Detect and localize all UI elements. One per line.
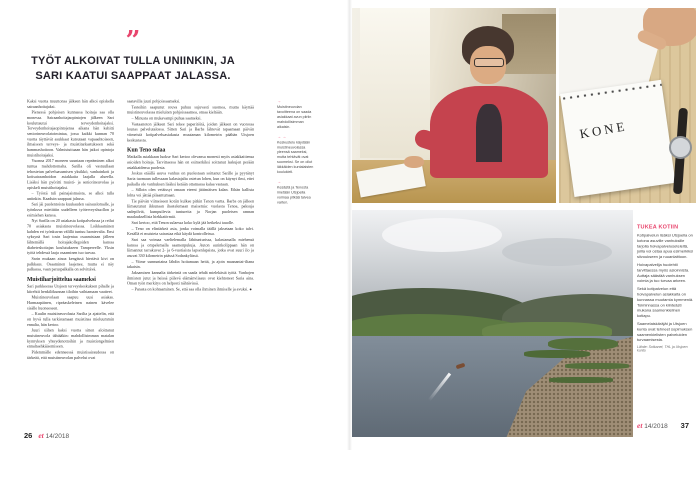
- arrow-icon: →: [277, 179, 281, 185]
- fact-box-line: Sekä kotipalvelun että hoivapalvelun asiakkaita on kunnassa muutamia kymmeniä. Toiminnassa on kiinteästi mukana saamenkielinen kotiapu.: [637, 286, 694, 319]
- body-paragraph: – Viime sunnuntaina lähdin hoitamaan heitä, ja ajoin maanantai-iltana takaisin.: [127, 259, 254, 270]
- fact-box-line: Hoivapalvelija huolehtii tarvittaessa myös asioinnista. Auttaja säästää vanhuksen voimia ja tuo turvaa arkeen.: [637, 262, 690, 284]
- body-paragraph: – Parasta on kohtaaminen. Se, että saa olla ihminen ihmiselle ja avuksi. ●: [131, 287, 252, 292]
- fact-box-line: Kotipalvelun lisäksi Utsjoella on kotona asuville vanhuksille tarjolla hoivapalveluseteleitä, joilla voi ostaa apua esimerkiksi siivoukseen ja ruuanlaittoon.: [637, 233, 694, 260]
- body-paragraph: – Minusta on mukavampi puhua saameksi.: [131, 115, 202, 121]
- caption-text: Keskustelu käydään muistineuvolassa yleensä saameksi, mutta tehtävät ovat suomeksi. Se on ollut iäkkäiden kuntalaisten koulukieli.: [277, 139, 314, 175]
- photo-captions: [277, 99, 315, 205]
- photo-caption: [277, 99, 315, 129]
- fact-box-title: TUKEA KOTIIN: [637, 224, 679, 230]
- dark-shirt: [476, 104, 502, 162]
- caption-text: Muistineuvolan tavoitteena on saada asiakkaat avun piiriin mahdollisimman aikaisin.: [277, 104, 312, 129]
- spiral-notepad: [560, 80, 675, 197]
- body-paragraph: Juuri siihen kaksi vuotta sitten aloittanut muistineuvola tähtääkin: mahdollisimman matalan kynnyksen yhteydenottoihin ja muistiongelmien ennaltaehkäisemiseen.: [27, 328, 114, 349]
- body-paragraph: Testeihin saapunut rouva puhuu sujuvasti suomea, mutta käyttää muistineuvolassa mieluiten pohjoissaamea, omaa kieltään.: [127, 104, 254, 115]
- body-column-1-text: [27, 99, 114, 361]
- photo-woman-at-desk: [352, 8, 556, 203]
- watch-face: [669, 136, 692, 159]
- body-paragraph: – Työstä tuli painajaismaista, se alkoi tulla uniinkin. Kaaduin saappaat jalassa.: [27, 191, 114, 201]
- cloud: [502, 238, 612, 266]
- page-number-left: 26: [24, 431, 33, 440]
- photo-notebook-kone: [559, 8, 696, 203]
- body-paragraph: – Teno on elintärkeä asia, jonka voimalla täällä jaksetaan koko talvi. Kesällä ei muisteta sairastaa eikä käydä kontrolleissa.: [127, 226, 254, 237]
- body-column-2: [127, 99, 254, 435]
- body-paragraph: Sari parkkeeraa Utsjoen terveyskeskuksen pihalle ja kiirehtii henkilökunnan tiloihin vaihtamaan vaatteet.: [27, 284, 114, 294]
- fact-box-tukea-kotiin: [637, 224, 694, 488]
- arrow-icon: → →: [277, 134, 287, 139]
- fact-box-line: Saamelaiskäräjät ja Utsjoen kunta ovat tehneet sopimuksen saamenkielisten palveluiden turvaamisesta.: [637, 321, 693, 343]
- body-paragraph: Pienessä pohjoisen kunnassa hoitaja saa olla monessa. Sairaanhoitajaopintojen jälkeen Sari kouluttautui terveydenhoitajaksi. Terveydenhoitajaopintojensa aikana hän kehitti seniorineuvolatoimintaa, jossa kaikki kunnan 70 vuotta täyttävät asukkaat kutsutaan vapaaehtoiseen, ilmaiseen terveys- ja muistitarkastukseen sekä hammashoitoon. Valmistuttuaan hän jatkoi opintoja muistihoitajaksi.: [27, 110, 114, 158]
- notepad-word: KONE: [578, 118, 629, 142]
- quote-icon: ”: [125, 26, 141, 56]
- body-paragraph: Sarin mukaan ainoa kengässä hiertävä kivi on palkkaus. Osaaminen laajenee, mutta ei näy palkassa, vaan peruspalkalla on selvittävä.: [27, 256, 114, 272]
- body-paragraph: Vastaanoton jälkeen Sari tekee paperitöitä, joiden jälkeen on vuorossa lounas palvelutalossa. Sitten Sari ja Barbs lähtevät tapaamaan päivän viimeistä kotipalveluasiakasta muutaman kilometrin päähän Utsjoen keskustasta.: [127, 121, 254, 143]
- headline: TYÖT ALKOIVAT TULLA UNIINKIN, JA SARI KAATUI SAAPPAAT JALASSA.: [31, 55, 235, 82]
- magazine-logo-left: et 14/2018: [38, 431, 70, 440]
- issue-right: 14/2018: [644, 423, 668, 430]
- woman-hand: [404, 156, 424, 168]
- headline-block: [30, 26, 236, 83]
- footer-right: [637, 421, 689, 430]
- fact-box-body: [637, 233, 694, 343]
- arrow-icon: →: [277, 99, 281, 104]
- body-column-2-text: [127, 99, 254, 292]
- photo-caption: [277, 180, 315, 205]
- body-paragraph: Tie päivän viimeiseen kotiin kulkee pitkin Tenon vartta. Barbs on jälleen liimautunut ikkunaan ihastelemaan maisemia: vuolasta Tenoa, paksuja sadepilviä, kumpuilevia tuntureita ja Norjan puoleisen rannan maalauksellisia hiekkatörmiä.: [127, 198, 254, 220]
- body-paragraph: Jaksamisen kannalta tärkeintä on saada tehdä mielekästä työtä. Vanhojen ihmisten jutut ja heissä piilevä elämänviisaus ovat kiehtoneet Saria aina. Oman työn merkitys on helposti nähtävissä.: [127, 270, 254, 286]
- body-paragraph: saatavilla juuri pohjoissaameksi.: [127, 99, 181, 104]
- caption-text: Kesästä ja Tenosta imetään Utsjoella voimaa pitkää talvea varten.: [277, 185, 311, 205]
- photo-teno-river: [352, 210, 633, 437]
- subheading: Muistiharjoittelua saameksi: [27, 276, 96, 283]
- body-paragraph: Nyt Sarilla on 20 asiakasta kotipalvelussa ja reilut 70 asiakasta muistineuvolassa. Loikkaaminen kahden eri työnkuvan välillä tuntuu luontevalta. Ensi syksynä Sari tosin laajentaa osaamistaan jälleen lähtemällä hoitajakollegoiden kanssa diabeteshoitajan koulutukseen Tampereelle. Yksin työtä tehdessä laaja osaaminen tuo turvaa.: [27, 218, 114, 256]
- body-paragraph: Pidemmälle edenneessä muistisairaudessa on tärkeää, että muistineuvolan palvelut ovat: [27, 349, 114, 360]
- body-paragraph: Sari kertoo, että Tenon sulaessa koko kylä jää hetkeksi tauolle.: [131, 220, 235, 226]
- body-paragraph: Sari saa voimaa vaeltelemalla lähitunturissa, kalastamalla miehensä kanssa ja ompelemalla saamenpukuja. Auton aurinkolippaan hän on liimannut tarrakuvat 2- ja 6-vuotiaista lapsenlapsista, jotka ovat suuri ilo ja asuvat 330 kilometrin päässä Sodankylässä.: [127, 237, 254, 259]
- magazine-logo-right: et 14/2018: [637, 421, 668, 430]
- photo-caption: [277, 134, 315, 174]
- body-paragraph: Kaksi vuotta muuttonsa jälkeen hän alkoi opiskella sairaanhoitajaksi.: [27, 99, 114, 109]
- body-paragraph: Sari jäi puolentoista kuukauden sairauslomalle, ja työnkuva mietittiin uudelleen työterveyshuollon ja esimiehen kanssa.: [27, 202, 114, 218]
- body-paragraph: Matkalla asiakkaan luokse Sari kertoo olevansa monesti myös asiakkaittensa asioiden hoitaja. Tarvittaessa hän on esimerkiksi soittanut laskujen perään asiakkaidensa puolesta.: [127, 154, 254, 170]
- body-column-1: [27, 99, 114, 435]
- photo-captions-column: [277, 99, 315, 321]
- body-paragraph: Vuonna 2017 moneen suuntaan repeäminen alkoi tuntua mahdottomalta. Sarilla oli vastuullaan tehostetun palveluasumisen yksikkö, vanhainkoti ja kotisairaanhoidon asiakkaita laajalla alueella. Lisäksi hän pyöritti muisti- ja seniorineuvolaa ja opiskeli muistihoitajaksi.: [27, 158, 114, 190]
- cloud: [382, 218, 502, 252]
- body-paragraph: – Silloin olen vetäissyt omaan eteeni jättimäisen kalan. Eihän kallista lohta voi jättää pilaantumaan.: [127, 187, 254, 198]
- body-paragraph: Muistineuvolaan saapuu uusi asiakas. Harmaapäinen, ripeäaskeleinen nainen kävelee sisälle huoneeseen.: [27, 295, 114, 311]
- fact-box-source: Lähde: Sotkanet, THL ja Utsjoen kunta: [637, 345, 688, 353]
- footer-left: [24, 431, 69, 440]
- body-paragraph: – Kuulin muistineuvolasta Sarilta ja ajattelin, että on hyvä tulla tarkistamaan muistinsa mieluummin ennalta, hän kertoo.: [27, 311, 114, 327]
- subheading: Kun Teno sulaa: [127, 147, 166, 154]
- glasses: [474, 58, 504, 67]
- shore-bushes: [548, 338, 618, 350]
- issue-left: 14/2018: [45, 433, 70, 440]
- body-paragraph: Joskus etäällä asuva vanhus on puolestaan soittanut Sarille ja pyytänyt Saria tuomaan tullessaan kalastajalta ostetun lohen, kun on käynyt ilmi, ettei paikalla ole vanhuksen lisäksi ketään ottamassa kalaa vastaan.: [127, 171, 254, 187]
- page-number-right: 37: [680, 421, 689, 430]
